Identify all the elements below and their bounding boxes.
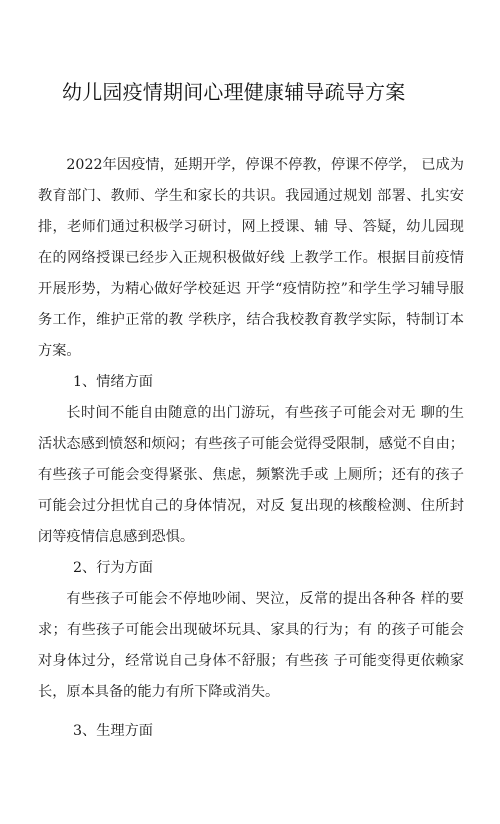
document-body bbox=[38, 150, 464, 747]
document-title: 幼儿园疫情期间心理健康辅导疏导方案 bbox=[62, 80, 406, 104]
section-heading-emotion: 1、情绪方面 bbox=[73, 374, 153, 390]
intro-paragraph: 2022年因疫情，延期开学，停课不停教，停课不停学， 已成为教育部门、教师、学生和家长的共识。我园通过规划 部署、扎实安排，老师们通过积极学习研讨，网上授课、辅 导、答疑，幼儿园现在的网络授课已经步入正规积极做好线 上教学工作。根据目前疫情开展形势，为精心做好学校延迟 开学“疫情防控”和学生学习辅导服务工作，维护正常的教 学秩序，结合我校教育教学实际，特制订本方案。 bbox=[38, 157, 464, 359]
section-body-emotion: 长时间不能自由随意的出门游玩，有些孩子可能会对无 聊的生活状态感到愤怒和烦闷；有些孩子可能会觉得受限制，感觉不自由；有些孩子可能会变得紧张、焦虑，频繁洗手或 上厕所；还有的孩子可能会过分担忧自己的身体情况，对反 复出现的核酸检测、住所封闭等疫情信息感到恐惧。 bbox=[38, 405, 464, 545]
section-body-behavior: 有些孩子可能会不停地吵闹、哭泣，反常的提出各种各 样的要求；有些孩子可能会出现破坏玩具、家具的行为；有 的孩子可能会对身体过分，经常说自己身体不舒服；有些孩 子可能变得更依赖家长，原本具备的能力有所下降或消失。 bbox=[38, 591, 464, 700]
section-heading-behavior: 2、行为方面 bbox=[73, 560, 153, 576]
section-heading-physiology: 3、生理方面 bbox=[73, 723, 153, 739]
